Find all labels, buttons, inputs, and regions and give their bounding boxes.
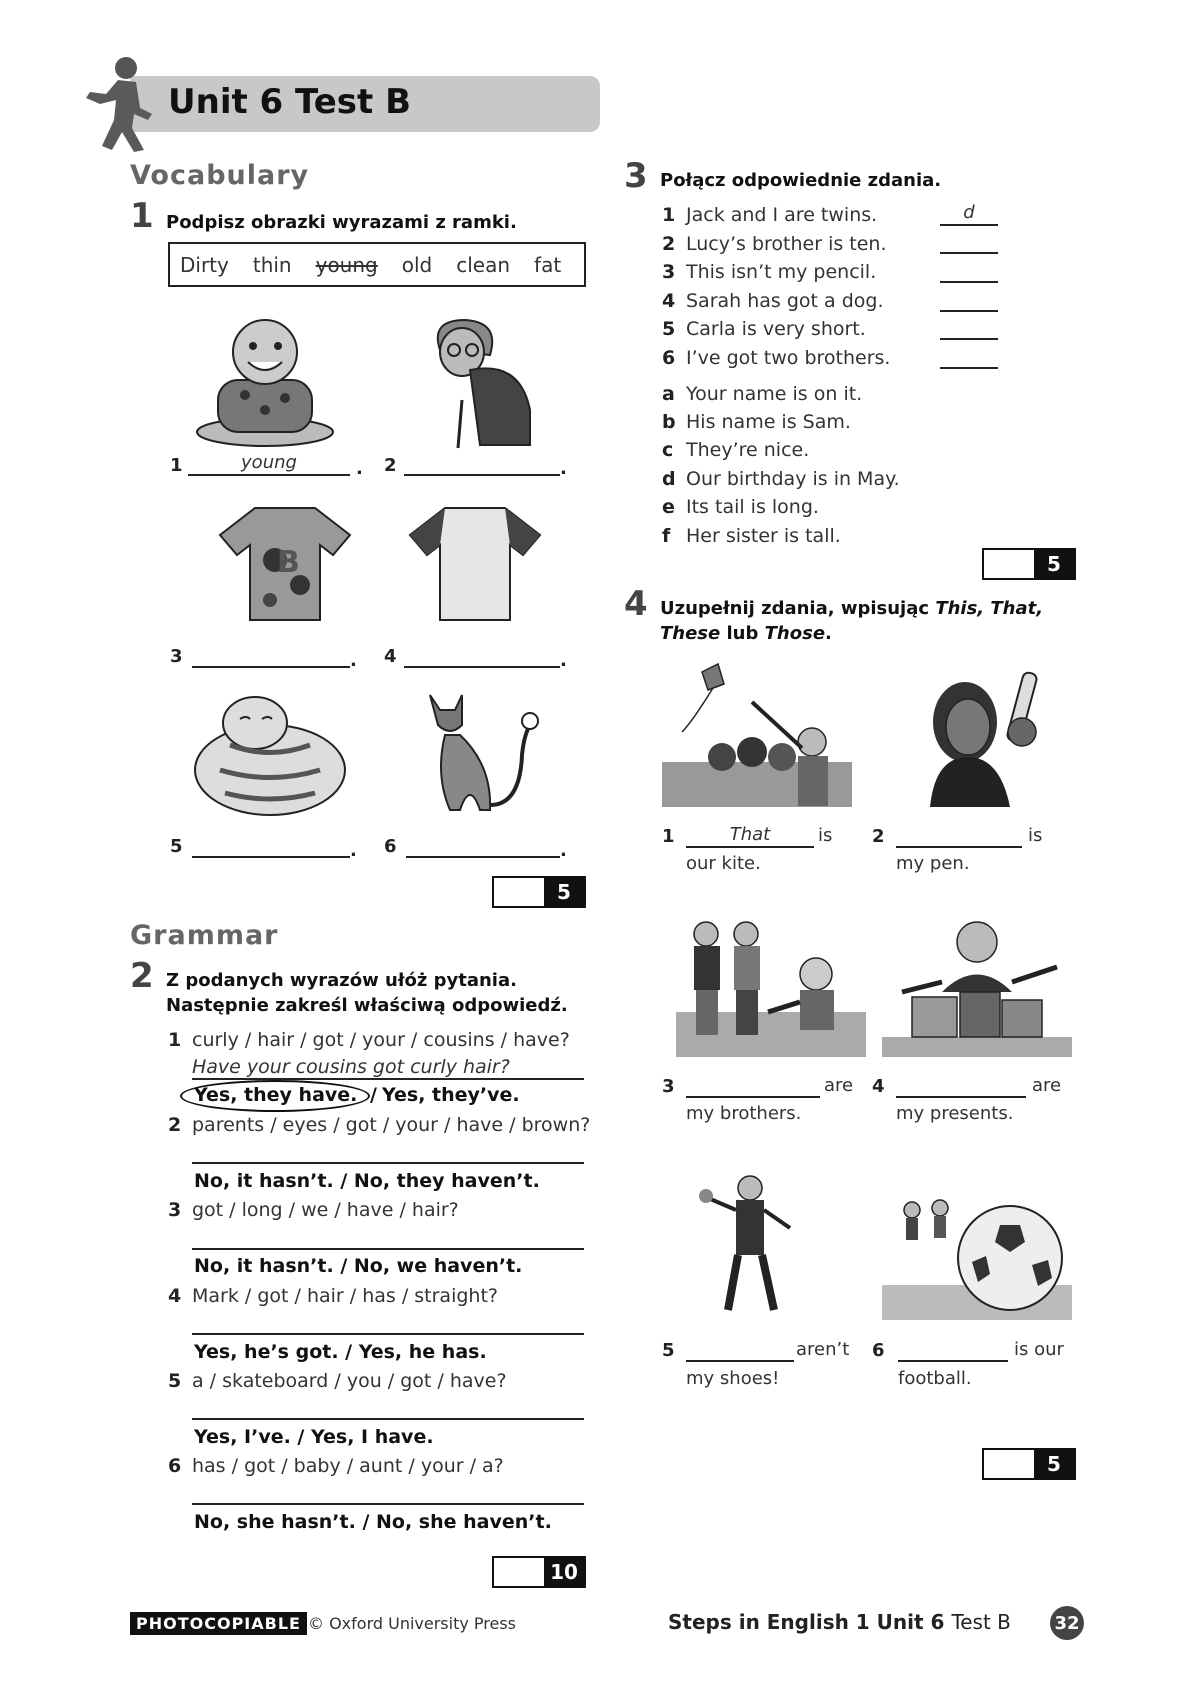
vocab-item-6-number: 6: [384, 836, 397, 857]
score-max: 5: [1034, 550, 1074, 578]
svg-text:B: B: [277, 545, 300, 580]
grammar-options-4[interactable]: Yes, he’s got. / Yes, he has.: [194, 1341, 487, 1363]
vocab-item-3-answer[interactable]: [192, 644, 350, 668]
page-title: Unit 6 Test B: [168, 82, 412, 122]
grammar-answer-line-6[interactable]: [192, 1481, 584, 1505]
grammar-option-1a[interactable]: Yes, they have.: [194, 1084, 358, 1106]
vocabulary-score-box: [492, 876, 586, 908]
word-box-item: thin: [252, 252, 292, 277]
man-shoes-picture: [690, 1170, 820, 1320]
football-picture: [882, 1170, 1072, 1320]
vocab-item-5-number: 5: [170, 836, 183, 857]
matching-score-box: [982, 548, 1076, 580]
demo-item-2-answer[interactable]: [896, 824, 1022, 848]
match-answer-4[interactable]: [940, 288, 998, 312]
grammar-answer-line-1[interactable]: [192, 1056, 584, 1080]
vocab-item-2-number: 2: [384, 455, 397, 476]
exercise-4-number: 4: [624, 584, 648, 624]
demo-item-6-number: 6: [872, 1340, 885, 1361]
score-max: 5: [1034, 1450, 1074, 1478]
demo-item-5-answer[interactable]: [686, 1338, 794, 1362]
publisher-credit: © Oxford University Press: [308, 1614, 517, 1633]
vocab-item-3-number: 3: [170, 646, 183, 667]
fat-cat-picture: [180, 685, 360, 820]
demo-item-2-number: 2: [872, 826, 885, 847]
word-box-item: old: [401, 252, 433, 277]
grammar-question-5: 5 a / skateboard / you / got / have?: [168, 1370, 507, 1392]
grammar-answer-line-5[interactable]: [192, 1396, 584, 1420]
match-answer-1-text: d: [963, 202, 975, 223]
word-box: [168, 242, 586, 287]
demo-item-2-line2: my pen.: [896, 853, 970, 874]
presents-picture: [882, 912, 1072, 1057]
vocab-item-4-number: 4: [384, 646, 397, 667]
demo-item-3-line2: my brothers.: [686, 1103, 802, 1124]
score-input-area[interactable]: [494, 878, 544, 906]
grammar-answer-line-2[interactable]: [192, 1140, 584, 1164]
thin-cat-picture: [400, 685, 550, 820]
grammar-options-2[interactable]: No, it hasn’t. / No, they haven’t.: [194, 1170, 540, 1192]
demo-item-3-number: 3: [662, 1076, 675, 1097]
grammar-question-2: 2 parents / eyes / got / your / have / brown?: [168, 1114, 591, 1136]
match-question-1: 1 Jack and I are twins.: [662, 204, 878, 226]
brothers-picture: [676, 912, 866, 1057]
match-response-a: a Your name is on it.: [662, 383, 863, 405]
match-response-b: b His name is Sam.: [662, 411, 851, 433]
demo-item-2-after: is: [1028, 825, 1043, 846]
match-answer-2[interactable]: [940, 230, 998, 254]
grammar-score-box: [492, 1556, 586, 1588]
demo-item-6-after: is our: [1014, 1339, 1064, 1360]
vocab-item-1-answer[interactable]: [188, 452, 350, 476]
demo-item-5-after: aren’t: [796, 1339, 850, 1360]
demo-item-6-answer[interactable]: [898, 1338, 1008, 1362]
demo-item-1-after: is: [818, 825, 833, 846]
kite-children-picture: [662, 662, 852, 807]
score-input-area[interactable]: [984, 550, 1034, 578]
grammar-example-answer: Have your cousins got curly hair?: [192, 1056, 510, 1078]
exercise-4-instruction: Uzupełnij zdania, wpisując This, That, These lub Those.: [660, 598, 1044, 644]
exercise-2-number: 2: [130, 956, 154, 996]
demo-item-1-answer[interactable]: [686, 824, 814, 848]
score-input-area[interactable]: [494, 1558, 544, 1586]
word-box-item: Dirty: [180, 252, 229, 277]
demo-item-1-number: 1: [662, 826, 675, 847]
grammar-heading: Grammar: [130, 920, 279, 951]
demo-item-5-line2: my shoes!: [686, 1368, 780, 1389]
score-max: 5: [544, 878, 584, 906]
match-answer-1[interactable]: [940, 202, 998, 226]
demo-item-3-after: are: [824, 1075, 854, 1096]
match-answer-3[interactable]: [940, 259, 998, 283]
match-question-4: 4 Sarah has got a dog.: [662, 290, 884, 312]
score-max: 10: [544, 1558, 584, 1586]
demo-item-1-line2: our kite.: [686, 853, 761, 874]
match-response-d: d Our birthday is in May.: [662, 468, 900, 490]
score-input-area[interactable]: [984, 1450, 1034, 1478]
demo-item-1-answer-text: That: [729, 824, 771, 845]
grammar-options-3[interactable]: No, it hasn’t. / No, we haven’t.: [194, 1255, 523, 1277]
vocab-item-2-answer[interactable]: [404, 452, 560, 476]
match-response-f: f Her sister is tall.: [662, 525, 841, 547]
grammar-option-separator: /: [370, 1084, 377, 1106]
demo-item-5-number: 5: [662, 1340, 675, 1361]
series-title: Steps in English 1 Unit 6 Test B: [668, 1610, 1011, 1634]
demo-item-3-answer[interactable]: [686, 1074, 820, 1098]
clean-shirt-picture: [405, 500, 545, 625]
runner-figure-icon: [78, 54, 168, 154]
exercise-3-number: 3: [624, 156, 648, 196]
demo-item-4-after: are: [1032, 1075, 1062, 1096]
old-woman-picture: [390, 310, 550, 450]
demo-item-4-line2: my presents.: [896, 1103, 1014, 1124]
match-answer-5[interactable]: [940, 316, 998, 340]
match-question-6: 6 I’ve got two brothers.: [662, 347, 891, 369]
exercise-1-instruction: Podpisz obrazki wyrazami z ramki.: [166, 212, 517, 233]
baby-picture: [190, 310, 340, 450]
grammar-question-1: 1 curly / hair / got / your / cousins / have?: [168, 1029, 570, 1051]
match-response-c: c They’re nice.: [662, 439, 810, 461]
match-question-2: 2 Lucy’s brother is ten.: [662, 233, 887, 255]
grammar-option-1b[interactable]: Yes, they’ve.: [382, 1084, 520, 1106]
girl-pen-picture: [910, 662, 1060, 807]
word-box-item: fat: [534, 252, 562, 277]
grammar-answer-line-4[interactable]: [192, 1311, 584, 1335]
vocab-item-1-answer-text: young: [241, 452, 297, 473]
word-box-item-struck: young: [315, 252, 378, 277]
vocab-item-6-answer[interactable]: [406, 834, 560, 858]
grammar-question-6: 6 has / got / baby / aunt / your / a?: [168, 1455, 504, 1477]
match-answer-6[interactable]: [940, 345, 998, 369]
grammar-answer-line-3[interactable]: [192, 1226, 584, 1250]
exercise-2-instruction: Z podanych wyrazów ułóż pytania. Następnie zakreśl właściwą odpowiedź.: [166, 970, 568, 1016]
demo-item-4-answer[interactable]: [896, 1074, 1026, 1098]
demonstratives-score-box: [982, 1448, 1076, 1480]
grammar-question-4: 4 Mark / got / hair / has / straight?: [168, 1285, 498, 1307]
vocab-item-1-number: 1: [170, 455, 183, 476]
grammar-options-6[interactable]: No, she hasn’t. / No, she haven’t.: [194, 1511, 552, 1533]
demo-item-4-number: 4: [872, 1076, 885, 1097]
demo-item-6-line2: football.: [898, 1368, 972, 1389]
vocab-item-4-answer[interactable]: [404, 644, 560, 668]
photocopiable-badge: PHOTOCOPIABLE: [130, 1612, 307, 1635]
grammar-question-3: 3 got / long / we / have / hair?: [168, 1199, 459, 1221]
grammar-options-5[interactable]: Yes, I’ve. / Yes, I have.: [194, 1426, 434, 1448]
vocabulary-heading: Vocabulary: [130, 160, 310, 191]
match-question-5: 5 Carla is very short.: [662, 318, 866, 340]
page-number: 32: [1050, 1606, 1084, 1640]
match-response-e: e Its tail is long.: [662, 496, 819, 518]
dirty-shirt-picture: [215, 500, 355, 625]
exercise-1-number: 1: [130, 196, 154, 236]
exercise-3-instruction: Połącz odpowiednie zdania.: [660, 170, 942, 191]
match-question-3: 3 This isn’t my pencil.: [662, 261, 877, 283]
word-box-item: clean: [456, 252, 511, 277]
vocab-item-5-answer[interactable]: [192, 834, 350, 858]
